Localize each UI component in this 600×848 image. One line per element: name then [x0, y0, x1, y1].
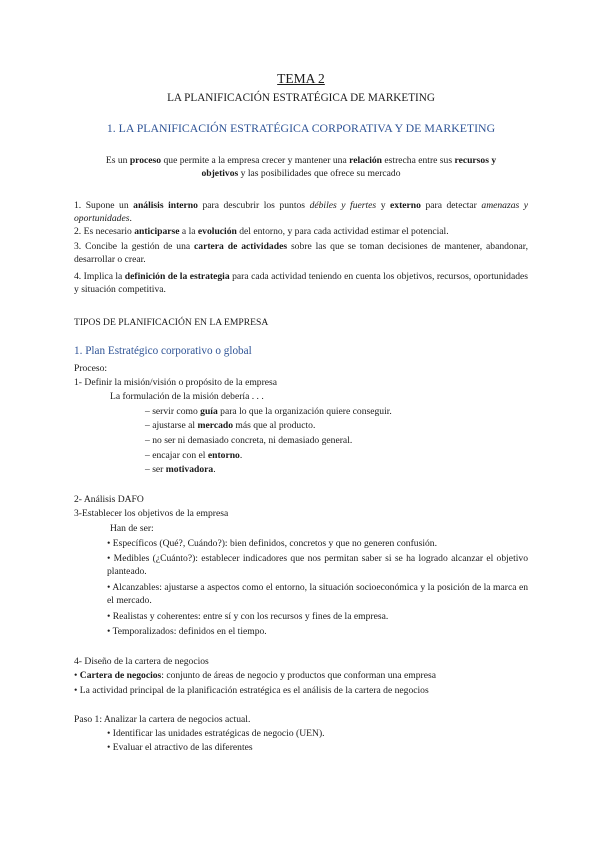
- tipos-heading: TIPOS DE PLANIFICACIÓN EN LA EMPRESA: [74, 317, 269, 328]
- text: : conjunto de áreas de negocio y productos que conforman una empresa: [161, 670, 436, 681]
- mision-item: [145, 419, 599, 432]
- han-de-ser: Han de ser:: [110, 523, 154, 534]
- text: sobre las que se toman decisiones de mantener, abandonar, desarrollar o crear.: [74, 241, 528, 265]
- definition-bold: objetivos: [201, 168, 239, 179]
- point-2: [74, 225, 528, 238]
- text: para cada actividad teniendo en cuenta los objetivos, recursos, oportunidades y situación competitiva.: [74, 271, 529, 295]
- text: – encajar con el: [145, 450, 208, 461]
- text: – ajustarse al: [145, 420, 198, 431]
- bold-text: motivadora: [165, 464, 214, 475]
- text: .: [129, 213, 132, 224]
- text: – servir como: [145, 406, 201, 417]
- actividad-principal: • La actividad principal de la planificación estratégica es el análisis de la cartera de negocios: [74, 685, 429, 696]
- text: para detectar: [420, 200, 482, 211]
- bold-text: Cartera de negocios: [79, 670, 162, 681]
- bold-text: externo: [390, 200, 421, 211]
- mision-item: [145, 463, 599, 476]
- document-title: TEMA 2: [277, 71, 325, 86]
- text: 1. Supone un: [74, 200, 134, 211]
- step-3: 3-Establecer los objetivos de la empresa: [74, 508, 229, 519]
- bold-text: anticiparse: [134, 226, 180, 237]
- text: .: [213, 464, 216, 475]
- bold-text: entorno: [207, 450, 240, 461]
- paso-item: • Identificar las unidades estratégicas de negocio (UEN).: [107, 728, 325, 739]
- text: del entorno, y para cada actividad estimar el potencial.: [236, 226, 449, 237]
- definition-text: que permite a la empresa crecer y mantener una: [161, 155, 350, 166]
- bold-text: definición de la estrategia: [124, 271, 230, 282]
- paso-item: • Evaluar el atractivo de las diferentes: [107, 742, 253, 753]
- point-3: [74, 240, 528, 266]
- mision-item: [145, 449, 599, 462]
- proceso-label: Proceso:: [74, 363, 108, 374]
- bold-text: evolución: [197, 226, 237, 237]
- objetivo-item: • Medibles (¿Cuánto?): establecer indicadores que nos permitan saber si se ha logrado alcanzar el objetivo planteado.: [107, 553, 528, 577]
- objetivo-item: • Alcanzables: ajustarse a aspectos como el entorno, la situación socioeconómica y la posición de la marca en el mercado.: [107, 582, 528, 606]
- definition-line-1: [74, 154, 528, 167]
- mision-item: [145, 434, 599, 447]
- mision-intro: La formulación de la misión debería . . .: [110, 391, 264, 402]
- step-2: 2- Análisis DAFO: [74, 494, 144, 505]
- bold-text: análisis interno: [133, 200, 198, 211]
- text: a la: [179, 226, 198, 237]
- bold-text: guía: [200, 406, 218, 417]
- definition-text: estrecha entre sus: [382, 155, 455, 166]
- definition-bold: recursos y: [454, 155, 497, 166]
- text: 2. Es necesario: [74, 226, 135, 237]
- definition-text: Es un: [105, 155, 130, 166]
- text: •: [74, 670, 80, 681]
- definition-bold: relación: [349, 155, 383, 166]
- text: 3. Concibe la gestión de una: [74, 241, 195, 252]
- objetivo-item: • Específicos (Qué?, Cuándo?): bien definidos, concretos y que no generen confusión.: [107, 538, 437, 549]
- definition-line-2: [74, 167, 528, 180]
- text: 4. Implica la: [74, 271, 125, 282]
- plan-heading: 1. Plan Estratégico corporativo o global: [74, 345, 252, 357]
- objetivo-item: • Realistas y coherentes: entre sí y con los recursos y fines de la empresa.: [107, 611, 389, 622]
- mision-item: [145, 405, 599, 418]
- paso-1: Paso 1: Analizar la cartera de negocios actual.: [74, 714, 251, 725]
- text: más que al producto.: [233, 420, 316, 431]
- objetivo-item: • Temporalizados: definidos en el tiempo.: [107, 626, 267, 637]
- point-1: [74, 199, 528, 225]
- definition-bold: proceso: [129, 155, 162, 166]
- bold-text: mercado: [197, 420, 234, 431]
- text: .: [239, 450, 243, 461]
- italic-text: débiles y fuertes: [309, 200, 377, 211]
- point-4: [74, 270, 528, 296]
- cartera-definition: [74, 669, 528, 682]
- bold-text: cartera de actividades: [194, 241, 288, 252]
- text: para descubrir los puntos: [197, 200, 310, 211]
- document-subtitle: LA PLANIFICACIÓN ESTRATÉGICA DE MARKETING: [167, 92, 435, 104]
- italic-text: amenazas y oportunidades: [74, 200, 529, 224]
- text: – no ser ni demasiado concreta, ni demasiado general.: [145, 435, 353, 446]
- text: – ser: [145, 464, 166, 475]
- text: y: [376, 200, 391, 211]
- step-1: 1- Definir la misión/visión o propósito de la empresa: [74, 377, 278, 388]
- step-4: 4- Diseño de la cartera de negocios: [74, 656, 209, 667]
- text: para lo que la organización quiere conseguir.: [217, 406, 392, 417]
- section-heading-1: 1. LA PLANIFICACIÓN ESTRATÉGICA CORPORATIVA Y DE MARKETING: [106, 121, 496, 135]
- definition-text: y las posibilidades que ofrece su mercado: [238, 168, 401, 179]
